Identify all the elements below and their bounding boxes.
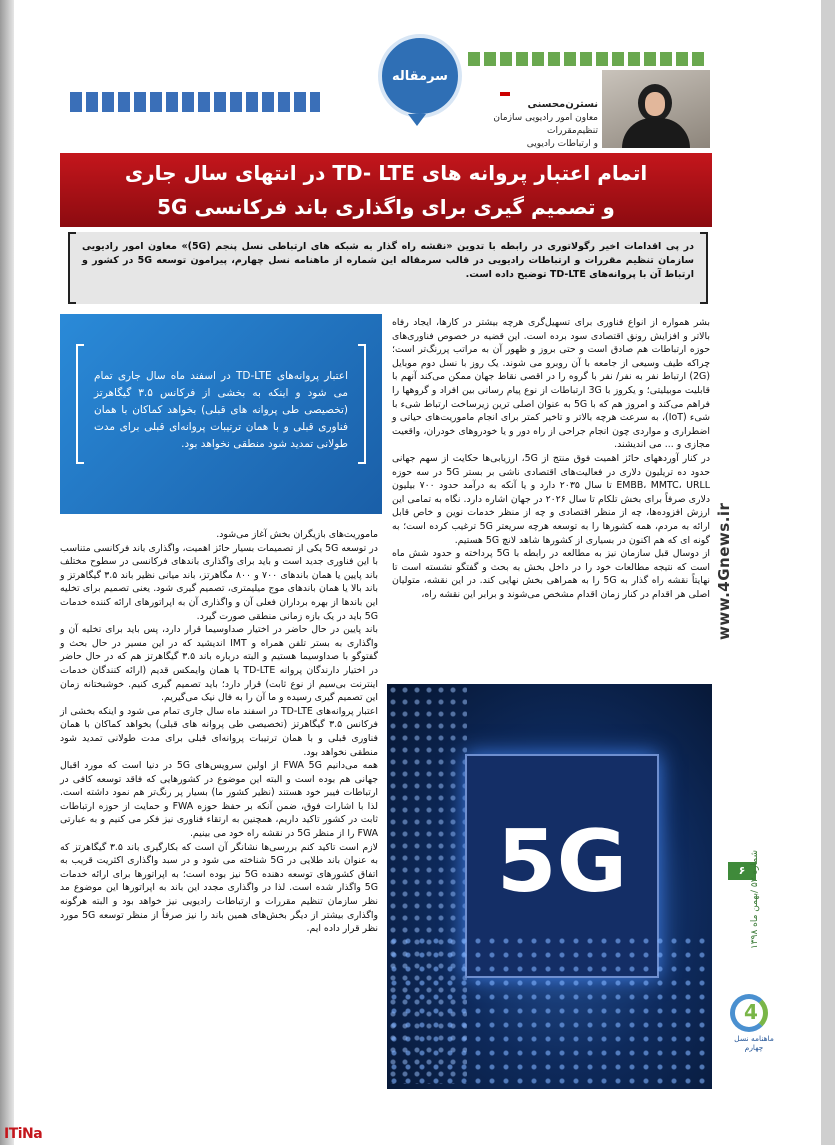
logo-4-icon: 4 [744, 1000, 758, 1024]
lead-box [68, 232, 708, 304]
paragraph: لازم است تاکید کنم بررسی‌ها نشانگر آن است که بکارگیری باند ۳.۵ گیگاهرتز که به عنوان باند طلایی در 5G شناخته می شود و در سبد واگذاری اکثریت قریب به اتفاق کشورهای توسعه دهنده 5G نیز بوده است؛ به اپراتورها برای ارائه خدمات 5G واگذار شده است. لذا در واگذاری مجدد این باند به اپراتورها این موضوع مد نظر سازمان تنظیم مقررات و ارتباطات رادیویی نیز خواهد بود و البته هرگونه واگذاری بیشتر از دیگر بخش‌های همین باند را نیز صرفاً از منظر توسعه 5G مورد نظر قرار داده ایم. [60, 841, 379, 935]
paragraph: اعتبار پروانه‌های TD-LTE در اسفند ماه سال جاری تمام می شود و اینکه بخشی از فرکانس ۳.۵ گیگاهرتز (تخصیصی طی پروانه های قبلی) بخواهد کماکان با همان فناوری قبلی و با همان ترتیبات پروانه‌ای قبلی برای مدت طولانی تمدید شود منطقی نخواهد بود. [60, 705, 379, 758]
logo-text: ماهنامه نسل چهارم [734, 1034, 774, 1052]
paragraph: در کنار آوردههای حائز اهمیت فوق منتج از 5G، ارزیابی‌ها حکایت از سهم جهانی حدود ده تریلیون دلاری در فعالیت‌های اقتصادی ناشی بر بستر 5G در سه حوزه EMBB، MMTC، URLL تا سال ۲۰۳۵ دارد و یا آنکه به درآمد حدود ۷۰۰ بیلیون دلاری صرفاً برای بخش تلکام تا سال ۲۰۲۶ در جهان اشاره دارد. نگاه به تمامی این ارزش افزوده‌ها، چه از منظر اقتصادی و چه از منظر خدمات نوین و خاص قابل ارائه به مردم، همه کشورها را به توسعه هرچه سریعتر 5G ترغیب کرده است؛ به گونه ای که هم اکنون در بسیاری از کشورها شاهد لانچ 5G هستیم. [392, 452, 710, 546]
pull-quote [60, 314, 382, 514]
quote-bracket-left [76, 344, 84, 464]
section-badge: سرمقاله [378, 34, 462, 118]
bracket-right [700, 232, 708, 304]
paragraph: بشر همواره از انواع فناوری برای تسهیل‌گری هرچه بیشتر در کارها، ایجاد رفاه بالاتر و افزایش رونق اقتصادی سود برده است. این قضیه در خصوص فناوری‌های حوزه ارتباطات هم صادق است و حتی بروز و ظهور آن به مراتب پررنگ‌تر است؛ چراکه طیف وسیعی از جامعه با آن روبرو می شوند. یک روز با نسل دوم موبایل (2G) ارتباط نفر به نفر/ نفر با گروه را در اقصی نقاط جهان ممکن می‌کند آنهم با قابلیت موبیلیتی؛ و یکروز با 3G ارتباطات از نوع پیام رسانی بین افراد و گروهها را فراهم می‌کند و امروز هم که با 5G به عنوان اصلی ترین زیرساخت ارتباط شیء با شیء (IoT)، به سرعت هرچه بالاتر و تاخیر کمتر برای انجام ماموریت‌های حیاتی و اضطراری و مواردی چون انجام جراحی از راه دور و یا خودروهای خودران، واقعیت مجازی و ... می اندیشند. [392, 317, 711, 451]
title-line-1: اتمام اعتبار پروانه های TD- LTE در انتهای سال جاری [124, 161, 648, 185]
page-number: ۶ [728, 862, 756, 880]
right-margin [723, 0, 821, 1145]
issue-info: شماره ۵۲ /بهمن ماه ۱۳۹۸ [750, 850, 760, 950]
right-column [392, 316, 710, 601]
left-column [60, 528, 378, 936]
pull-quote-text: اعتبار پروانه‌های TD-LTE در اسفند ماه سال جاری تمام می شود و اینکه به بخشی از فرکانس ۳.۵ گیگاهرتز (تخصیصی طی پروانه های قبلی) بخواهد کماکان با همان فناوری قبلی و با همان ترتیبات پروانه‌ای قبلی برای مدت طولانی تمدید شود منطقی نخواهد بود. [94, 370, 348, 450]
author-photo [602, 70, 710, 148]
author-info [470, 98, 598, 151]
quote-bracket-right [358, 344, 366, 464]
section-badge-pointer [408, 114, 426, 126]
5g-photo [387, 684, 712, 1089]
author-name: نسترن‌محسنی [527, 99, 598, 110]
scan-edge [821, 0, 835, 1145]
lead-text: در پی اقدامات اخیر رگولاتوری در رابطه با تدوین «نقشه راه گذار به شبکه های ارتباطی نسل پنجم (5G)» معاون امور رادیویی سازمان تنظیم مقررات و ارتباطات رادیویی در قالب سرمقاله این شماره از ماهنامه نسل چهارم، پیرامون توسعه 5G در کشور و ارتباط آن با پروانه‌های TD-LTE توضیح داده است. [82, 241, 695, 280]
article-title [60, 153, 712, 227]
author-accent [500, 92, 510, 96]
paragraph: از دوسال قبل سازمان نیز به مطالعه در رابطه با 5G پرداخته و حدود شش ماه است که نتیجه مطالعات خود را در داخل بخش به بحث و گفتگو نشسته است تا نهایتاً نقشه راه گذار به 5G را به همراهی بخش نهایی کند. در این نقشه، متولیان اصلی هر اقدام در کنار زمان اقدام مشخص می‌شوند و برابر این نقشه راه، [392, 548, 711, 600]
paragraph: باند پایین در حال حاضر در اختیار صداوسیما قرار دارد، پس باید برای تخلیه آن و واگذاری به بستر تلفن همراه و IMT اندیشید که در این مسیر در حال بحث و گفتوگو با صداوسیما هستیم و البته درباره باند ۳.۵ گیگاهرتز هم که در حال حاضر در اختیار دارندگان پروانه TD-LTE یا همان وایمکس قدیم (ارائه کنندگان خدمات اینترنت بی‌سیم از نوع ثابت) قرار دارد؛ باید تصمیم گیری کنیم. خوشبختانه زمان این تصمیم گیری رسیده و ما آن را به فال نیک می‌گیریم. [60, 624, 378, 704]
decorative-stripes-right [468, 52, 708, 66]
paragraph: همه می‌دانیم FWA 5G از اولین سرویس‌های 5G در دنیا است که مورد اقبال جهانی هم بوده است و البته این موضوع در کشورهایی که فاقد توسعه کافی در ارتباطات فیبر خود هستند (نظیر کشور ما) بسیار پر رنگ‌تر هم نمود داشته است. لذا با اشارات فوق، ضمن آنکه بر حفظ حوزه FWA و حمایت از حوزه ارتباطات ثابت در کشور تاکید داریم، همچنین به ارتقاء فناوری نیز فکر می کنیم و به عبارتی FWA را از منظر 5G در نقشه راه خود می بینیم. [60, 760, 378, 840]
author-title-line-1: معاون امور رادیویی سازمان تنظیم‌مقررات [493, 113, 598, 136]
website-url: www.4Gnews.ir [715, 502, 733, 640]
5g-sign-label: 5G [496, 812, 628, 912]
bracket-left [68, 232, 76, 304]
watermark: ITiNa [4, 1126, 43, 1142]
decorative-stripes-left [70, 92, 320, 112]
magazine-logo [724, 994, 784, 1052]
page-binding-shadow [0, 0, 14, 1145]
paragraph: ماموریت‌های بازیگران بخش آغاز می‌شود. [216, 529, 378, 540]
paragraph: در توسعه 5G یکی از تصمیمات بسیار حائز اهمیت، واگذاری باند فرکانسی متناسب با این فناوری جدید است و باید برای واگذاری باندهای فرکانسی در سطوح مختلف باند پایین یا همان باندهای ۷۰۰ و ۸۰۰ مگاهرتز، باند میانی نظیر باند ۳.۵ گیگاهرتز و باند بالا یا همان باندهای موج میلیمتری، تصمیم گیری شود. یعنی تصمیم برای تخلیه این باندها از بهره برداران فعلی آن و واگذاری آن به اپراتورهای ارائه کننده خدمات 5G باید در یک بازه زمانی منطقی صورت گیرد. [60, 542, 378, 622]
author-title-line-2: و ارتباطات رادیویی [526, 139, 598, 149]
title-line-2: و تصمیم گیری برای واگذاری باند فرکانسی 5G [157, 195, 615, 219]
